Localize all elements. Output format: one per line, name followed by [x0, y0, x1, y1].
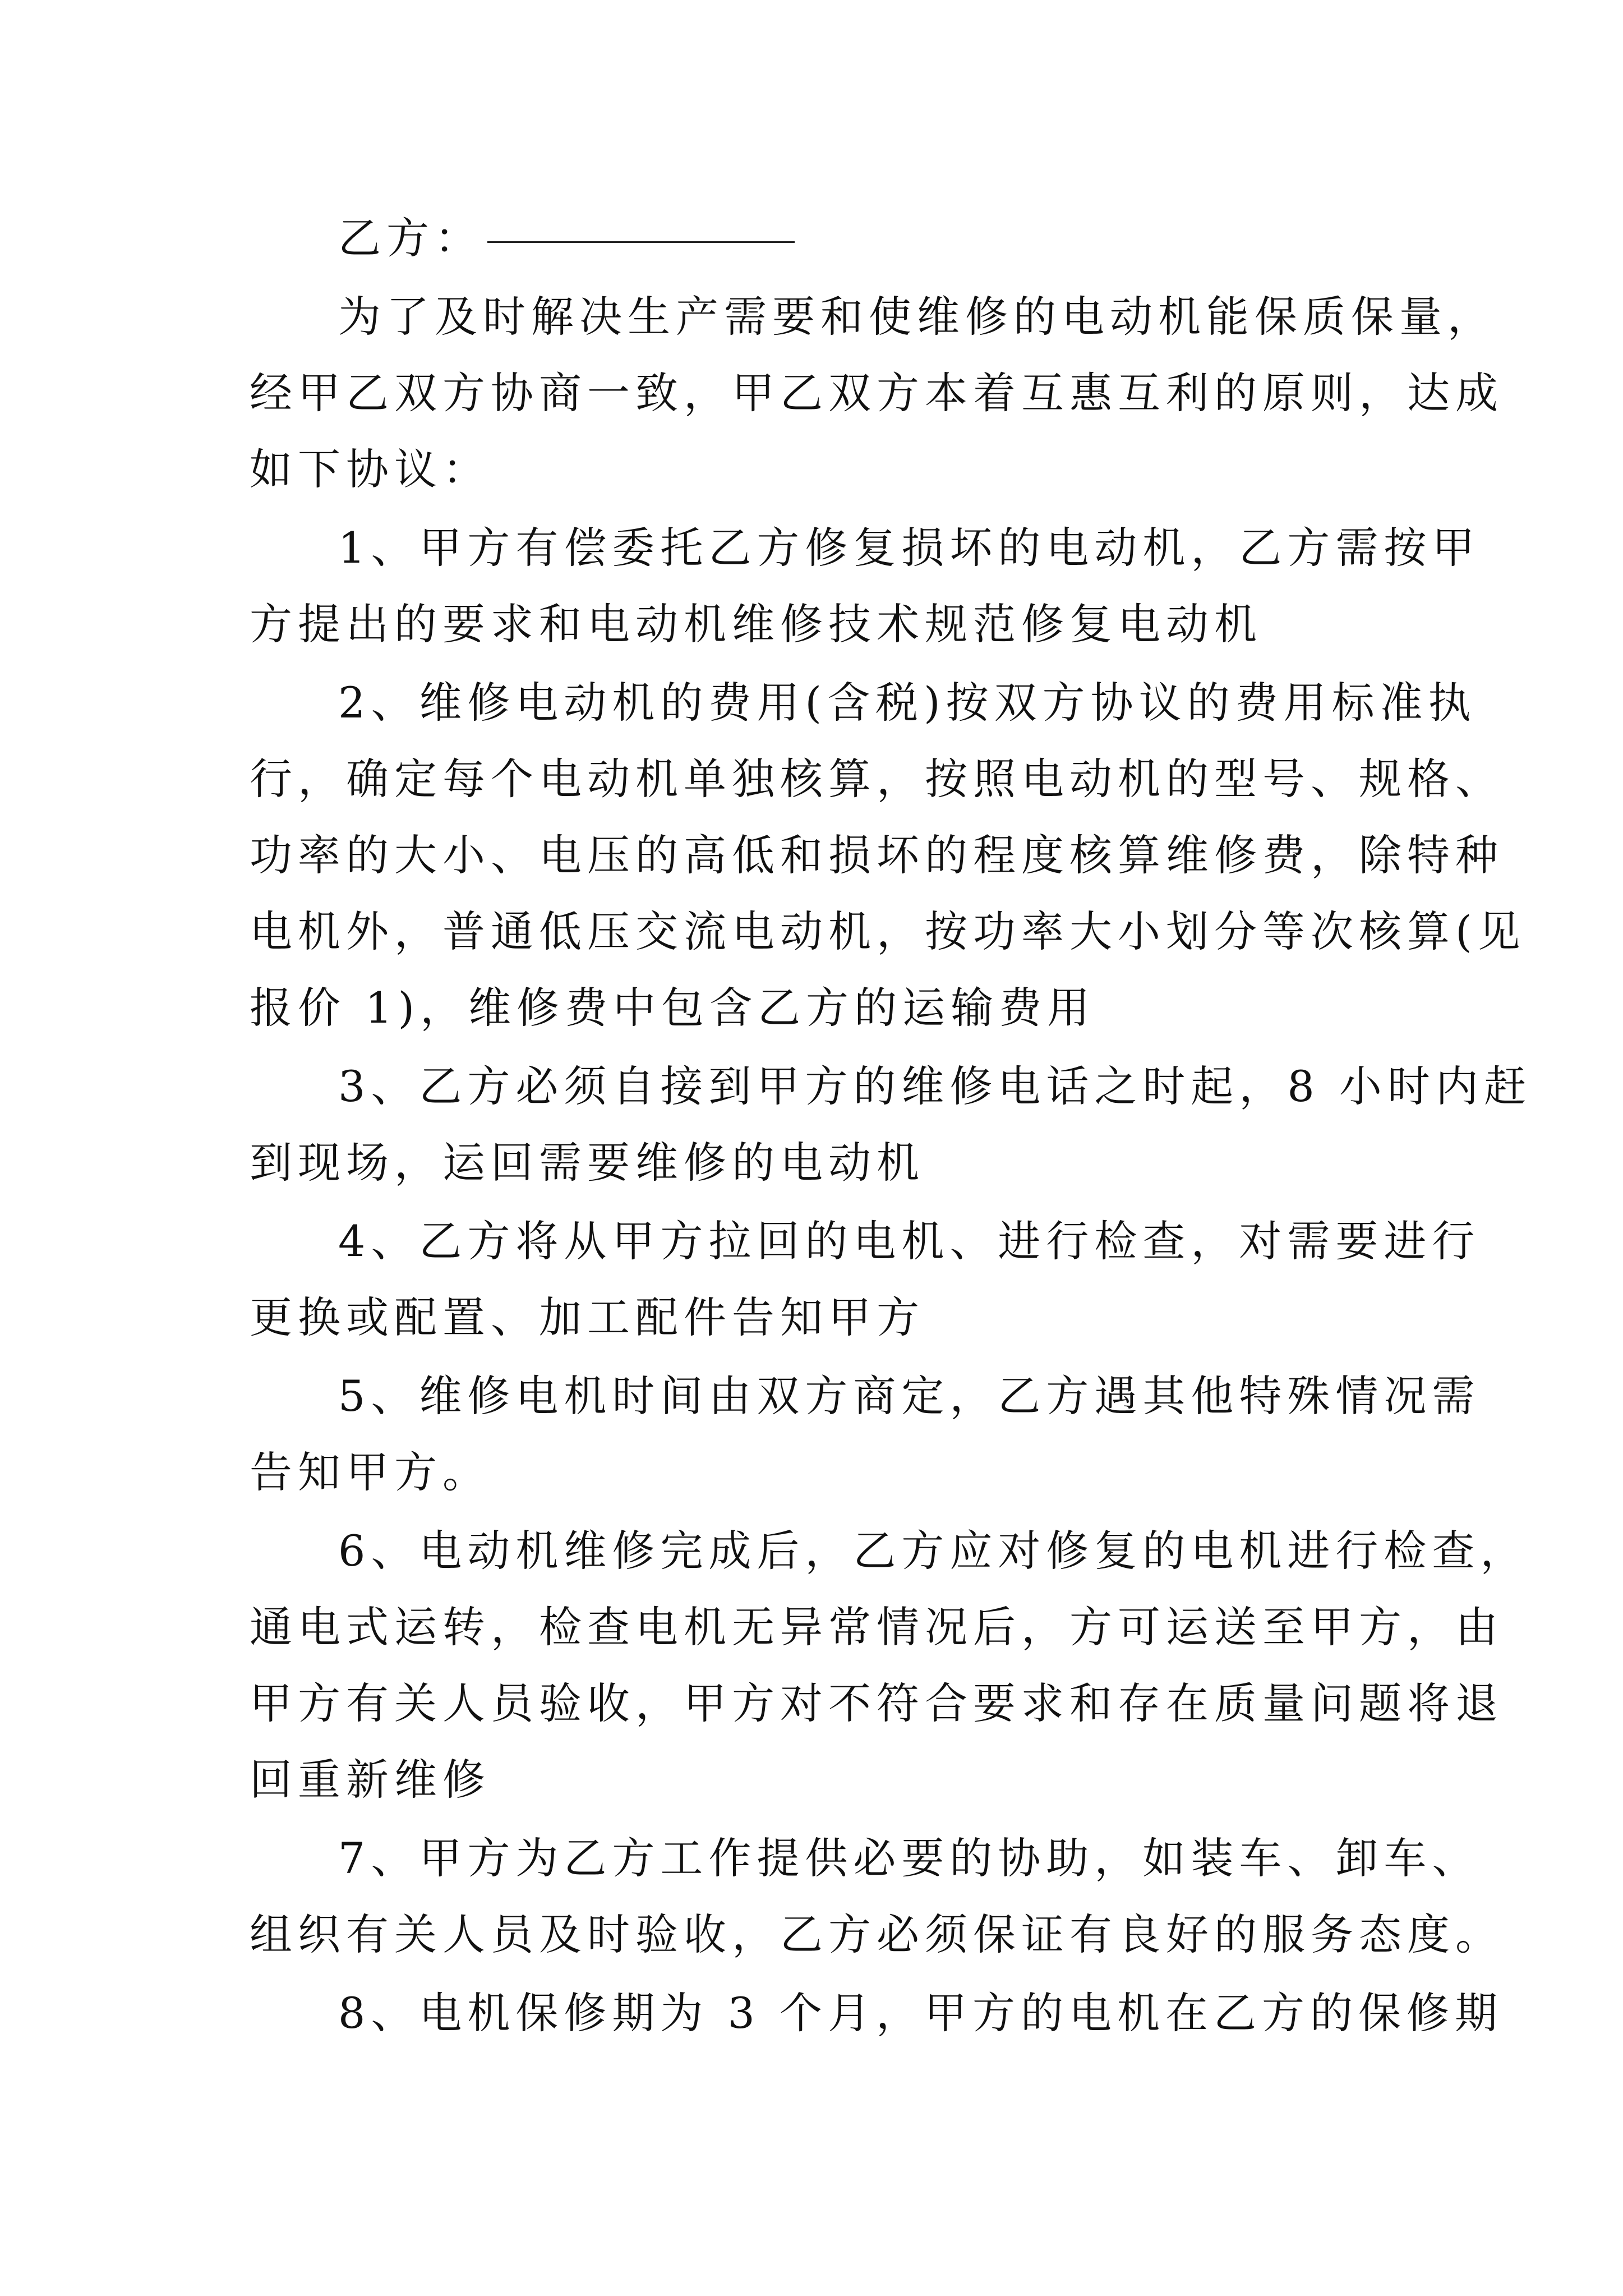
party-b-label: 乙方：	[338, 213, 483, 263]
text-line: 通电式运转，检查电机无异常情况后，方可运送至甲方，由	[250, 1602, 1504, 1652]
text-line: 功率的大小、电压的高低和损坏的程度核算维修费，除特种	[250, 830, 1504, 880]
text-line: 4、乙方将从甲方拉回的电机、进行检查，对需要进行	[338, 1216, 1481, 1266]
clause-8	[250, 1975, 1504, 2051]
clause-5	[250, 1358, 1481, 1511]
text-line: 2、维修电动机的费用(含税)按双方协议的费用标准执	[338, 678, 1477, 728]
clause-1	[250, 510, 1481, 662]
text-line: 1、甲方有偿委托乙方修复损坏的电动机，乙方需按甲	[338, 523, 1481, 573]
party-b-line	[250, 200, 1394, 277]
text-line: 到现场，运回需要维修的电动机	[250, 1138, 925, 1188]
text-line: 甲方有关人员验收，甲方对不符合要求和存在质量问题将退	[250, 1678, 1504, 1728]
text-line: 5、维修电机时间由双方商定，乙方遇其他特殊情况需	[338, 1371, 1481, 1421]
text-line: 为了及时解决生产需要和使维修的电动机能保质保量，	[338, 292, 1496, 342]
clause-2	[250, 665, 1526, 1046]
clause-7	[250, 1820, 1504, 1973]
text-line: 7、甲方为乙方工作提供必要的协助，如装车、卸车、	[338, 1833, 1481, 1883]
text-line: 告知甲方。	[250, 1447, 491, 1497]
text-line: 如下协议：	[250, 444, 491, 494]
clause-3	[250, 1048, 1532, 1201]
text-line: 更换或配置、加工配件告知甲方	[250, 1292, 925, 1342]
text-line: 8、电机保修期为 3 个月，甲方的电机在乙方的保修期	[338, 1988, 1504, 2038]
text-line: 电机外，普通低压交流电动机，按功率大小划分等次核算(见	[250, 907, 1526, 956]
clause-4	[250, 1203, 1481, 1356]
text-line: 行，确定每个电动机单独核算，按照电动机的型号、规格、	[250, 754, 1504, 804]
text-line: 组织有关人员及时验收，乙方必须保证有良好的服务态度。	[250, 1910, 1504, 1959]
text-line: 经甲乙双方协商一致，甲乙双方本着互惠互利的原则，达成	[250, 368, 1504, 418]
text-line: 6、电动机维修完成后，乙方应对修复的电机进行检查，	[338, 1526, 1529, 1576]
clause-6	[250, 1513, 1529, 1818]
text-line: 报价 1)，维修费中包含乙方的运输费用	[250, 983, 1096, 1033]
text-line: 3、乙方必须自接到甲方的维修电话之时起，8 小时内赶	[338, 1061, 1532, 1111]
text-line: 方提出的要求和电动机维修技术规范修复电动机	[250, 599, 1262, 649]
party-b-blank-line	[487, 239, 795, 243]
text-line: 回重新维修	[250, 1755, 491, 1805]
party-b-row	[338, 200, 1394, 277]
paragraph-intro	[250, 279, 1504, 508]
document-body	[250, 200, 1532, 2054]
